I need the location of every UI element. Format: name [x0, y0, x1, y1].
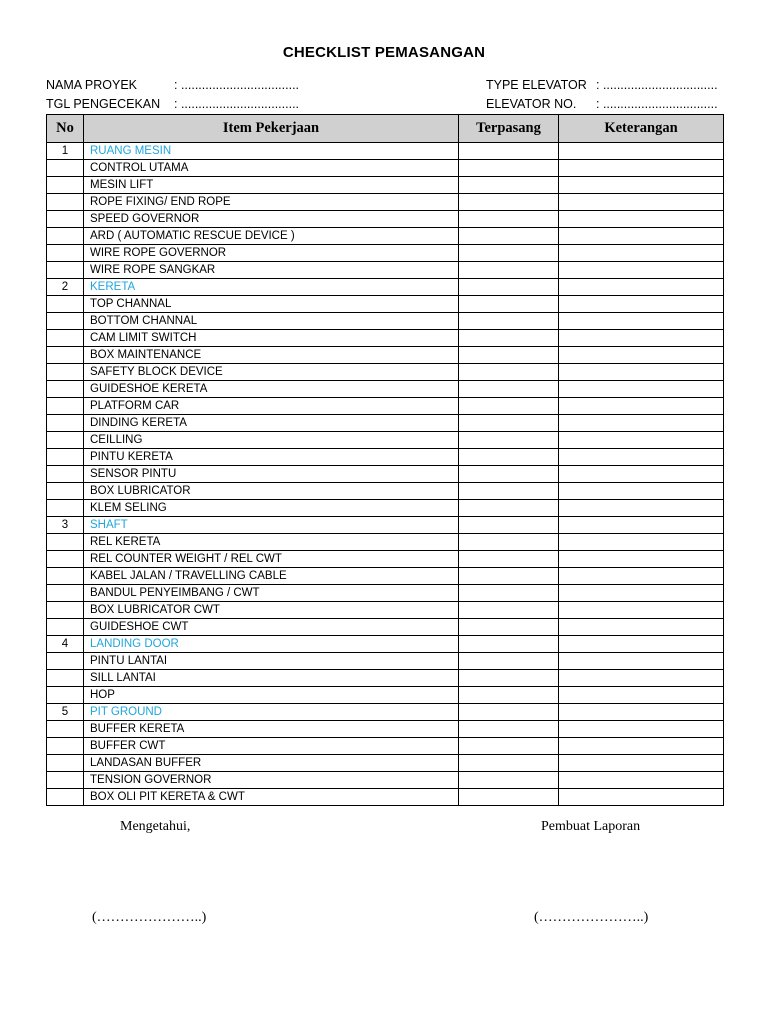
table-row: [47, 347, 724, 364]
table-row: [47, 398, 724, 415]
row-number: [47, 738, 84, 755]
table-row: [47, 500, 724, 517]
terpasang-cell[interactable]: [459, 262, 559, 279]
elevator-no-value[interactable]: : .................................: [596, 97, 718, 111]
keterangan-cell[interactable]: [559, 415, 724, 432]
table-row: [47, 262, 724, 279]
row-number: [47, 585, 84, 602]
column-header-no: No: [47, 115, 84, 143]
table-row: [47, 160, 724, 177]
keterangan-cell[interactable]: [559, 381, 724, 398]
item-name: WIRE ROPE SANGKAR: [84, 262, 459, 279]
keterangan-cell[interactable]: [559, 347, 724, 364]
table-row: [47, 415, 724, 432]
table-row: [47, 687, 724, 704]
item-name: BOX LUBRICATOR CWT: [84, 602, 459, 619]
item-name: PLATFORM CAR: [84, 398, 459, 415]
terpasang-cell[interactable]: [459, 143, 559, 160]
keterangan-cell[interactable]: [559, 619, 724, 636]
terpasang-cell[interactable]: [459, 517, 559, 534]
row-number: [47, 245, 84, 262]
item-name: TENSION GOVERNOR: [84, 772, 459, 789]
item-name: DINDING KERETA: [84, 415, 459, 432]
item-name: GUIDESHOE KERETA: [84, 381, 459, 398]
nama-proyek-label: NAMA PROYEK: [46, 78, 137, 92]
row-number: [47, 551, 84, 568]
table-row: [47, 364, 724, 381]
row-number: [47, 432, 84, 449]
row-number: [47, 483, 84, 500]
item-name: ARD ( AUTOMATIC RESCUE DEVICE ): [84, 228, 459, 245]
terpasang-cell[interactable]: [459, 381, 559, 398]
row-number: [47, 313, 84, 330]
type-elevator-field: [486, 78, 718, 92]
table-header-row: [47, 115, 724, 143]
terpasang-cell[interactable]: [459, 534, 559, 551]
terpasang-cell[interactable]: [459, 721, 559, 738]
type-elevator-value[interactable]: : .................................: [596, 78, 718, 92]
table-row: [47, 534, 724, 551]
terpasang-cell[interactable]: [459, 500, 559, 517]
row-number: [47, 194, 84, 211]
row-number: [47, 381, 84, 398]
section-title: LANDING DOOR: [84, 636, 459, 653]
row-number: [47, 755, 84, 772]
keterangan-cell[interactable]: [559, 330, 724, 347]
keterangan-cell[interactable]: [559, 483, 724, 500]
terpasang-cell[interactable]: [459, 449, 559, 466]
row-number: [47, 364, 84, 381]
row-number: [47, 619, 84, 636]
terpasang-cell[interactable]: [459, 347, 559, 364]
table-row: [47, 568, 724, 585]
table-row: [47, 721, 724, 738]
nama-proyek-field: [46, 78, 300, 92]
terpasang-cell[interactable]: [459, 602, 559, 619]
signature-line-pembuat-laporan[interactable]: (…………………..): [534, 910, 649, 925]
table-row: [47, 602, 724, 619]
column-header-terpasang: Terpasang: [459, 115, 559, 143]
table-row: [47, 194, 724, 211]
terpasang-cell[interactable]: [459, 194, 559, 211]
keterangan-cell[interactable]: [559, 704, 724, 721]
table-row: [47, 551, 724, 568]
nama-proyek-value[interactable]: : ..................................: [174, 78, 300, 92]
keterangan-cell[interactable]: [559, 653, 724, 670]
row-number: 3: [47, 517, 84, 534]
item-name: BOX OLI PIT KERETA & CWT: [84, 789, 459, 806]
keterangan-cell[interactable]: [559, 313, 724, 330]
terpasang-cell[interactable]: [459, 772, 559, 789]
table-row: [47, 245, 724, 262]
item-name: WIRE ROPE GOVERNOR: [84, 245, 459, 262]
section-title: RUANG MESIN: [84, 143, 459, 160]
section-title: KERETA: [84, 279, 459, 296]
terpasang-cell[interactable]: [459, 687, 559, 704]
signature-label-pembuat-laporan: Pembuat Laporan: [541, 819, 641, 834]
table-row: [47, 228, 724, 245]
terpasang-cell[interactable]: [459, 313, 559, 330]
table-row: [47, 432, 724, 449]
table-row: [47, 330, 724, 347]
elevator-no-field: [486, 97, 718, 111]
item-name: REL COUNTER WEIGHT / REL CWT: [84, 551, 459, 568]
row-number: [47, 602, 84, 619]
row-number: [47, 687, 84, 704]
row-number: [47, 415, 84, 432]
table-row: [47, 653, 724, 670]
row-number: [47, 772, 84, 789]
row-number: [47, 211, 84, 228]
table-row: [47, 755, 724, 772]
terpasang-cell[interactable]: [459, 619, 559, 636]
item-name: REL KERETA: [84, 534, 459, 551]
table-row: [47, 670, 724, 687]
table-row: [47, 466, 724, 483]
terpasang-cell[interactable]: [459, 398, 559, 415]
row-number: 1: [47, 143, 84, 160]
row-number: [47, 653, 84, 670]
keterangan-cell[interactable]: [559, 466, 724, 483]
terpasang-cell[interactable]: [459, 296, 559, 313]
row-number: [47, 789, 84, 806]
terpasang-cell[interactable]: [459, 211, 559, 228]
item-name: LANDASAN BUFFER: [84, 755, 459, 772]
section-row: [47, 279, 724, 296]
keterangan-cell[interactable]: [559, 568, 724, 585]
keterangan-cell[interactable]: [559, 789, 724, 806]
item-name: SAFETY BLOCK DEVICE: [84, 364, 459, 381]
item-name: BUFFER KERETA: [84, 721, 459, 738]
item-name: BOTTOM CHANNAL: [84, 313, 459, 330]
keterangan-cell[interactable]: [559, 398, 724, 415]
terpasang-cell[interactable]: [459, 466, 559, 483]
row-number: 4: [47, 636, 84, 653]
signature-label-mengetahui: Mengetahui,: [120, 819, 191, 834]
document-title: CHECKLIST PEMASANGAN: [282, 44, 486, 61]
table-row: [47, 483, 724, 500]
row-number: [47, 449, 84, 466]
row-number: 5: [47, 704, 84, 721]
item-name: CONTROL UTAMA: [84, 160, 459, 177]
keterangan-cell[interactable]: [559, 551, 724, 568]
section-title: PIT GROUND: [84, 704, 459, 721]
row-number: [47, 228, 84, 245]
row-number: [47, 160, 84, 177]
item-name: ROPE FIXING/ END ROPE: [84, 194, 459, 211]
terpasang-cell[interactable]: [459, 432, 559, 449]
tgl-pengecekan-value[interactable]: : ..................................: [174, 97, 300, 111]
type-elevator-label: TYPE ELEVATOR: [486, 78, 587, 92]
item-name: BUFFER CWT: [84, 738, 459, 755]
terpasang-cell[interactable]: [459, 279, 559, 296]
table-row: [47, 296, 724, 313]
keterangan-cell[interactable]: [559, 755, 724, 772]
keterangan-cell[interactable]: [559, 602, 724, 619]
terpasang-cell[interactable]: [459, 738, 559, 755]
section-row: [47, 704, 724, 721]
row-number: [47, 262, 84, 279]
item-name: BOX MAINTENANCE: [84, 347, 459, 364]
terpasang-cell[interactable]: [459, 160, 559, 177]
terpasang-cell[interactable]: [459, 568, 559, 585]
row-number: [47, 534, 84, 551]
section-row: [47, 143, 724, 160]
table-row: [47, 211, 724, 228]
terpasang-cell[interactable]: [459, 585, 559, 602]
row-number: [47, 568, 84, 585]
keterangan-cell[interactable]: [559, 143, 724, 160]
row-number: [47, 670, 84, 687]
item-name: SPEED GOVERNOR: [84, 211, 459, 228]
item-name: BOX LUBRICATOR: [84, 483, 459, 500]
keterangan-cell[interactable]: [559, 262, 724, 279]
keterangan-cell[interactable]: [559, 636, 724, 653]
item-name: HOP: [84, 687, 459, 704]
terpasang-cell[interactable]: [459, 789, 559, 806]
row-number: [47, 177, 84, 194]
table-row: [47, 449, 724, 466]
keterangan-cell[interactable]: [559, 721, 724, 738]
item-name: PINTU KERETA: [84, 449, 459, 466]
keterangan-cell[interactable]: [559, 279, 724, 296]
checklist-body: [47, 143, 724, 806]
item-name: GUIDESHOE CWT: [84, 619, 459, 636]
item-name: CAM LIMIT SWITCH: [84, 330, 459, 347]
item-name: BANDUL PENYEIMBANG / CWT: [84, 585, 459, 602]
terpasang-cell[interactable]: [459, 670, 559, 687]
row-number: [47, 347, 84, 364]
row-number: [47, 398, 84, 415]
terpasang-cell[interactable]: [459, 177, 559, 194]
keterangan-cell[interactable]: [559, 670, 724, 687]
keterangan-cell[interactable]: [559, 211, 724, 228]
terpasang-cell[interactable]: [459, 636, 559, 653]
terpasang-cell[interactable]: [459, 704, 559, 721]
row-number: [47, 466, 84, 483]
keterangan-cell[interactable]: [559, 228, 724, 245]
terpasang-cell[interactable]: [459, 330, 559, 347]
terpasang-cell[interactable]: [459, 364, 559, 381]
table-row: [47, 619, 724, 636]
item-name: SENSOR PINTU: [84, 466, 459, 483]
keterangan-cell[interactable]: [559, 585, 724, 602]
keterangan-cell[interactable]: [559, 296, 724, 313]
keterangan-cell[interactable]: [559, 772, 724, 789]
elevator-no-label: ELEVATOR NO.: [486, 97, 577, 111]
table-row: [47, 177, 724, 194]
keterangan-cell[interactable]: [559, 432, 724, 449]
keterangan-cell[interactable]: [559, 177, 724, 194]
keterangan-cell[interactable]: [559, 160, 724, 177]
item-name: SILL LANTAI: [84, 670, 459, 687]
terpasang-cell[interactable]: [459, 551, 559, 568]
column-header-keterangan: Keterangan: [559, 115, 724, 143]
tgl-pengecekan-label: TGL PENGECEKAN: [46, 97, 161, 111]
checklist-table: [46, 114, 724, 806]
keterangan-cell[interactable]: [559, 245, 724, 262]
table-row: [47, 789, 724, 806]
tgl-pengecekan-field: [46, 97, 300, 111]
terpasang-cell[interactable]: [459, 245, 559, 262]
table-row: [47, 738, 724, 755]
item-name: MESIN LIFT: [84, 177, 459, 194]
item-name: CEILLING: [84, 432, 459, 449]
keterangan-cell[interactable]: [559, 364, 724, 381]
keterangan-cell[interactable]: [559, 449, 724, 466]
terpasang-cell[interactable]: [459, 755, 559, 772]
table-row: [47, 585, 724, 602]
column-header-item: Item Pekerjaan: [84, 115, 459, 143]
keterangan-cell[interactable]: [559, 687, 724, 704]
keterangan-cell[interactable]: [559, 517, 724, 534]
keterangan-cell[interactable]: [559, 534, 724, 551]
row-number: [47, 500, 84, 517]
terpasang-cell[interactable]: [459, 415, 559, 432]
item-name: KLEM SELING: [84, 500, 459, 517]
item-name: TOP CHANNAL: [84, 296, 459, 313]
section-row: [47, 636, 724, 653]
terpasang-cell[interactable]: [459, 653, 559, 670]
signature-line-mengetahui[interactable]: (…………………..): [92, 910, 207, 925]
keterangan-cell[interactable]: [559, 500, 724, 517]
table-row: [47, 381, 724, 398]
item-name: PINTU LANTAI: [84, 653, 459, 670]
row-number: [47, 721, 84, 738]
row-number: [47, 296, 84, 313]
row-number: [47, 330, 84, 347]
section-title: SHAFT: [84, 517, 459, 534]
section-row: [47, 517, 724, 534]
terpasang-cell[interactable]: [459, 228, 559, 245]
row-number: 2: [47, 279, 84, 296]
keterangan-cell[interactable]: [559, 738, 724, 755]
keterangan-cell[interactable]: [559, 194, 724, 211]
terpasang-cell[interactable]: [459, 483, 559, 500]
table-row: [47, 313, 724, 330]
table-row: [47, 772, 724, 789]
item-name: KABEL JALAN / TRAVELLING CABLE: [84, 568, 459, 585]
